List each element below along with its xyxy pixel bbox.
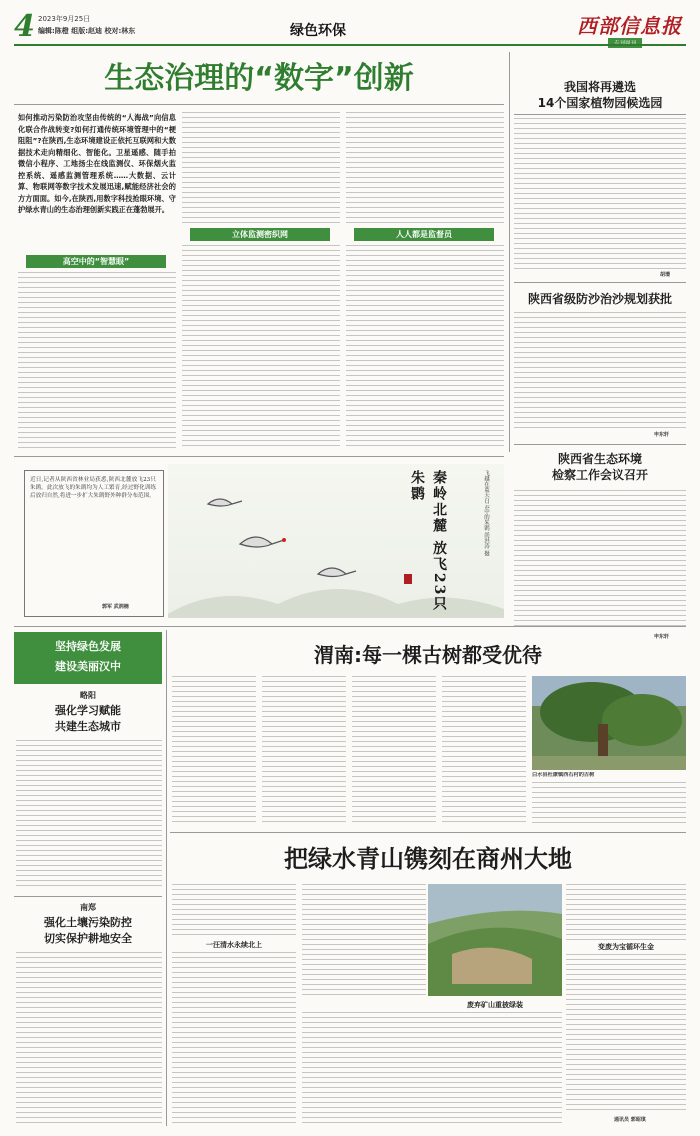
shangzhou-headline: 把绿水青山镌刻在商州大地 (284, 845, 572, 873)
subhead-eye: 高空中的“智慧眼” (26, 255, 166, 268)
text-block (182, 112, 340, 224)
ancient-tree-photo (532, 676, 686, 770)
shangzhou-sub2: 变废为宝循环生金 (598, 943, 654, 951)
mountain-ink (168, 589, 504, 618)
text-block (172, 884, 296, 936)
right-top-title1: 我国将再遴选 (563, 80, 636, 94)
text-block (566, 884, 686, 940)
headline-underline (14, 104, 504, 105)
column-divider (166, 630, 167, 1126)
divider (14, 896, 162, 897)
banner-line2: 建设美丽汉中 (55, 660, 121, 673)
text-block (172, 676, 256, 824)
crane-caption: 飞越在蓝天白云中的朱鹮 尚洪涛 摄 (483, 470, 489, 556)
divider (514, 114, 686, 115)
crane-bird-3 (318, 568, 356, 577)
text-block (16, 952, 162, 1124)
divider (170, 832, 686, 833)
text-block (442, 676, 526, 824)
issue-date: 2023年9月25日 (38, 15, 91, 23)
text-block (532, 782, 686, 826)
main-headline: 生态治理的“数字”创新 (104, 61, 414, 96)
column-divider (509, 52, 510, 452)
subhead-monitor: 立体监测密织网 (190, 228, 330, 241)
subhead-supervisor: 人人都是监督员 (354, 228, 494, 241)
right-mid-title: 陕西省级防沙治沙规划获批 (527, 292, 672, 306)
poem-box-byline: 郭军 武润楠 (102, 604, 129, 610)
divider (14, 626, 686, 627)
header-rule (14, 44, 686, 46)
mine-photo-caption: 废弃矿山重披绿装 (467, 1001, 523, 1009)
text-block (16, 740, 162, 890)
text-block (182, 245, 340, 450)
lueyang-head2: 共建生态城市 (55, 720, 121, 733)
shangzhou-sub1: 一汪清水永续北上 (206, 941, 262, 949)
masthead-sub (608, 38, 642, 48)
mine-restoration-photo (302, 884, 562, 996)
divider (14, 456, 504, 457)
page-number: 4 (14, 9, 35, 44)
text-block (18, 272, 176, 450)
banner-line1: 坚持绿色发展 (55, 640, 121, 653)
lueyang-head1: 强化学习赋能 (55, 704, 121, 717)
section-name: 绿色环保 (290, 23, 346, 39)
right-low-title1: 陕西省生态环境 (557, 452, 642, 466)
text-block (262, 676, 346, 824)
text-block (302, 1012, 562, 1124)
text-block (172, 952, 296, 1124)
divider (514, 282, 686, 283)
main-lede: 如何推动污染防治攻坚由传统的“人海战”向信息化联合作战转变?如何打通传统环境管理中的“梗阻阻”?在陕西,生态环境建设正依托互联网和大数据技术走向精细化、智能化。卫星遥感、随手拍微信小程序、工地扬尘在线监测仪、环保烟火监控系统、遥感监测管理系统……大数据、云计算、物联网等数字技术发展迅速,赋能经济社会的方方面面。如今,在陕西,用数字科技抢眼环境、守护绿水青山的生态治理创新实践正在蓬勃展开。 (18, 113, 176, 214)
editors-line: 编辑:陈橙 组版:赵迪 校对:林东 (38, 27, 136, 35)
right-top-title2: 14个国家植物园候选园 (537, 96, 663, 110)
weinan-headline: 渭南:每一棵古树都受优待 (314, 643, 542, 667)
calligraphy-title: 秦岭北麓 放飞23只朱鹮 (409, 470, 447, 613)
text-block (566, 954, 686, 1114)
shangzhou-byline: 通讯员 郭昭琪 (614, 1117, 646, 1123)
text-block (514, 118, 686, 270)
text-block (352, 676, 436, 824)
text-block (514, 312, 686, 430)
byline: 胡璟 (660, 272, 671, 278)
location-lueyang: 略阳 (80, 691, 96, 700)
crane-bird-1 (208, 499, 242, 506)
byline: 申东轩 (654, 432, 670, 438)
poem-box-text: 近日,记者从陕西省林业局获悉,陕西北麓放飞23只朱鹮。此次放飞的朱鹮均为人工繁育,经过野化训练后放归自然,将进一步扩大朱鹮野外种群分布范围。 (30, 477, 156, 499)
text-block (514, 490, 686, 630)
text-block (346, 245, 504, 450)
crane-bird-2 (240, 537, 286, 547)
crane-illustration (168, 464, 504, 618)
byline: 申东轩 (654, 634, 670, 640)
nanzheng-head1: 强化土壤污染防控 (44, 916, 132, 929)
masthead-logo: 西部信息报 (577, 14, 682, 38)
location-nanzheng: 南郑 (80, 903, 96, 912)
nanzheng-head2: 切实保护耕地安全 (44, 932, 132, 945)
right-low-title2: 检察工作会议召开 (551, 468, 648, 482)
tree-photo-caption: 白水县杜康镇西石村的古树 (532, 772, 595, 778)
text-block (346, 112, 504, 224)
divider (514, 444, 686, 445)
